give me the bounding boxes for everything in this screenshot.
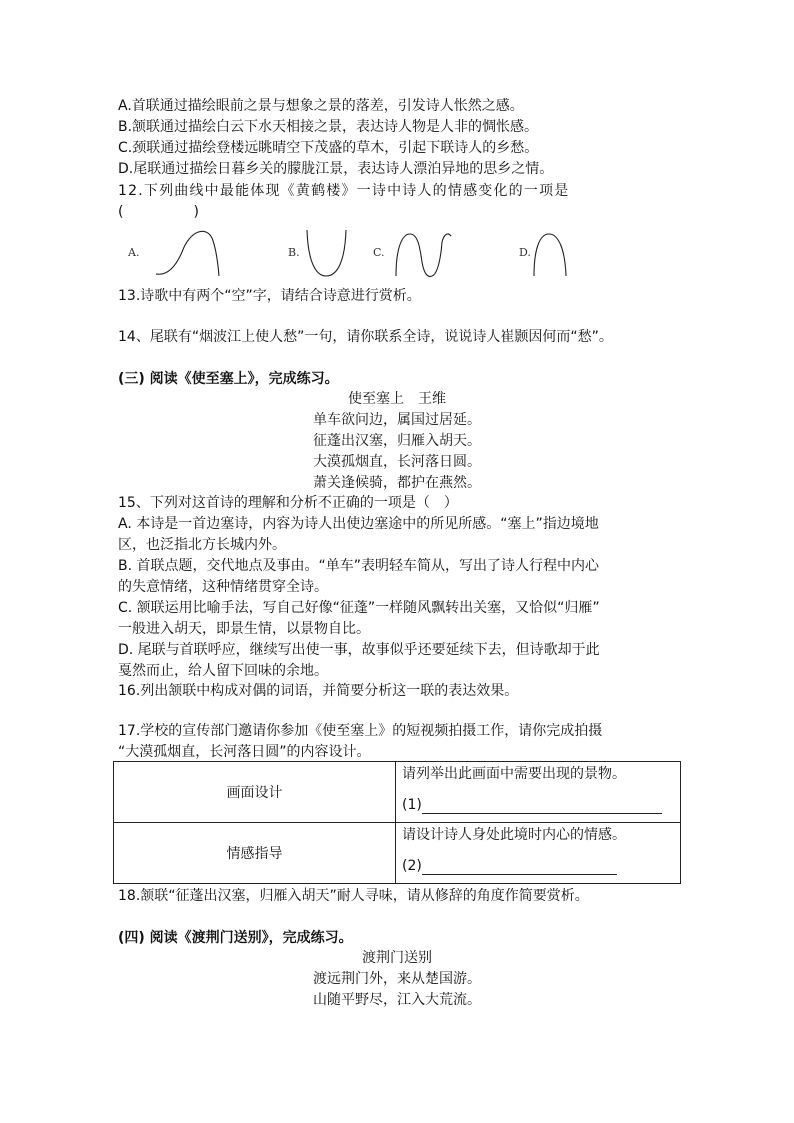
q15-text-line: 一般进入胡天，即景生情，以景物自比。 (118, 621, 370, 637)
cell-prompt: 请设计诗人身处此境时内心的情感。 (402, 827, 626, 843)
blank-number: (2) (402, 858, 422, 874)
q15-text-line: 的失意情绪，这种情绪贯穿全诗。 (118, 579, 328, 595)
curve-option-c[interactable] (373, 234, 451, 276)
section3-heading: (三) 阅读《使至塞上》，完成练习。 (118, 371, 339, 387)
q17-design-table (113, 761, 681, 884)
q11-option-c: C.颈联通过描绘登楼远眺晴空下茂盛的草木，引起下联诗人的乡愁。 (118, 140, 539, 156)
curve-label-d: D. (519, 246, 531, 259)
section3-poem-line: 大漠孤烟直，长河落日圆。 (313, 454, 481, 470)
blank-number: (1) (402, 797, 422, 813)
answer-blank-1[interactable] (396, 784, 680, 814)
curve-label-a: A. (128, 246, 140, 259)
section3-poem-line: 征蓬出汉塞，归雁入胡天。 (313, 433, 481, 449)
q15-text-line: 区，也泛指北方长城内外。 (118, 537, 286, 553)
table-row (114, 823, 681, 884)
q15-text-line: C. 颔联运用比喻手法，写自己好像“征蓬”一样随风飘转出关塞，又恰似“归雁” (118, 600, 600, 616)
q18-stem: 18.颔联“征蓬出汉塞，归雁入胡天”耐人寻味，请从修辞的角度作简要赏析。 (118, 888, 589, 904)
q11-option-d: D.尾联通过描绘日暮乡关的朦胧江景，表达诗人漂泊异地的思乡之情。 (118, 161, 554, 177)
answer-cell-emotion (396, 823, 681, 884)
curve-label-c: C. (373, 246, 385, 259)
row-label-scene: 画面设计 (114, 762, 396, 823)
answer-blank-2[interactable] (396, 845, 680, 875)
answer-cell-scene (396, 762, 681, 823)
q14-stem: 14、尾联有“烟波江上使人愁”一句，请你联系全诗，说说诗人崔颢因何而“愁”。 (118, 329, 613, 345)
q13-stem: 13.诗歌中有两个“空”字，请结合诗意进行赏析。 (118, 288, 421, 304)
section3-poem-title: 使至塞上 王维 (348, 391, 446, 407)
section3-poem-line: 萧关逢候骑，都护在燕然。 (313, 475, 481, 491)
section3-poem-line: 单车欲问边，属国过居延。 (313, 412, 481, 428)
curve-option-b[interactable] (288, 230, 346, 276)
section4-heading: (四) 阅读《渡荆门送别》，完成练习。 (118, 930, 353, 946)
blank-underline (422, 860, 617, 875)
section4-poem-line: 山随平野尽，江入大荒流。 (313, 992, 481, 1008)
q11-option-a: A.首联通过描绘眼前之景与想象之景的落差，引发诗人怅然之感。 (118, 98, 524, 114)
row-label-emotion: 情感指导 (114, 823, 396, 884)
q17-stem-line2: “大漠孤烟直，长河落日圆”的内容设计。 (118, 744, 371, 760)
q12-answer-paren: ( ) (118, 204, 199, 220)
q15-text-line: A. 本诗是一首边塞诗，内容为诗人出使边塞途中的所见所感。“塞上”指边境地 (118, 516, 599, 532)
table-row (114, 762, 681, 823)
section4-poem-title: 渡荆门送别 (362, 950, 432, 966)
curve-c-line (396, 234, 451, 276)
curve-option-a[interactable] (127, 231, 219, 276)
q12-curve-options (118, 228, 588, 280)
section4-poem-line: 渡远荆门外，来从楚国游。 (313, 971, 481, 987)
blank-underline (422, 799, 662, 814)
curve-option-d[interactable] (519, 234, 566, 276)
q15-stem: 15、下列对这首诗的理解和分析不正确的一项是（ ） (118, 495, 458, 511)
q12-stem: 12.下列曲线中最能体现《黄鹤楼》一诗中诗人的情感变化的一项是 (118, 183, 570, 199)
cell-prompt: 请列举出此画面中需要出现的景物。 (402, 766, 626, 782)
q17-stem-line1: 17.学校的宣传部门邀请你参加《使至塞上》的短视频拍摄工作，请你完成拍摄 (118, 723, 603, 739)
q15-text-line: D. 尾联与首联呼应，继续写出使一事，故事似乎还要延续下去，但诗歌却于此 (118, 642, 600, 658)
curve-d-line (534, 234, 566, 276)
q15-text-line: B. 首联点题，交代地点及事由。“单车”表明轻车简从，写出了诗人行程中内心 (118, 558, 600, 574)
q11-option-b: B.颔联通过描绘白云下水天相接之景，表达诗人物是人非的惆怅感。 (118, 119, 539, 135)
curve-label-b: B. (288, 246, 300, 259)
curve-b-line (307, 230, 346, 276)
q15-text-line: 戛然而止，给人留下回味的余地。 (118, 663, 328, 679)
curve-a-line (156, 231, 219, 276)
q16-stem: 16.列出颔联中构成对偶的词语，并简要分析这一联的表达效果。 (118, 683, 519, 699)
